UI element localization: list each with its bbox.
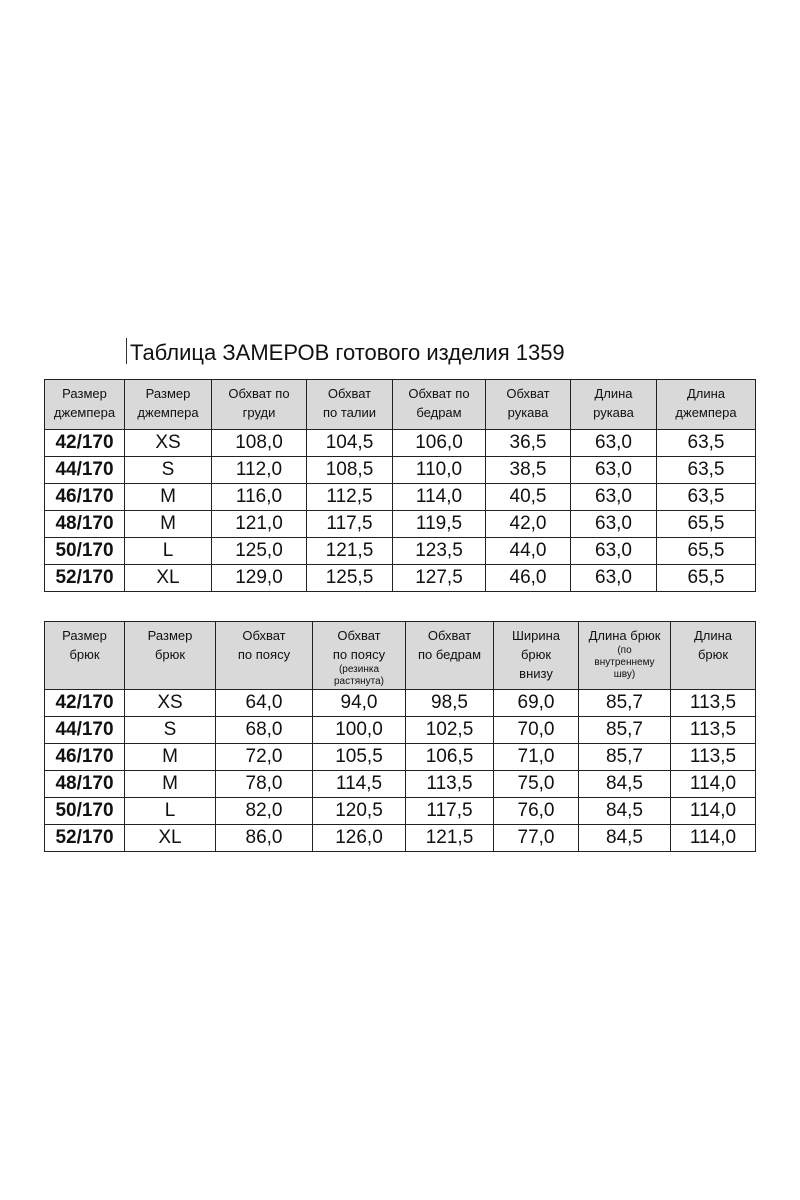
pants-measurements-table: [44, 621, 756, 852]
table-cell: 65,5: [657, 511, 756, 538]
column-header: [494, 622, 579, 690]
table-row: [45, 484, 756, 511]
table-cell: 108,5: [307, 457, 393, 484]
column-header-line: брюк: [520, 647, 552, 662]
table-cell: 108,0: [212, 430, 307, 457]
table-cell: 86,0: [216, 825, 313, 852]
table-cell: 50/170: [45, 538, 125, 565]
table-row: [45, 744, 756, 771]
table-cell: 129,0: [212, 565, 307, 592]
table-cell: 44,0: [486, 538, 571, 565]
column-header: [406, 622, 494, 690]
table-cell: 114,0: [671, 771, 756, 798]
column-header-line: бедрам: [416, 405, 462, 420]
table-cell: 113,5: [671, 690, 756, 717]
table-cell: 68,0: [216, 717, 313, 744]
column-header-line: Обхват: [337, 628, 381, 643]
table-cell: 119,5: [393, 511, 486, 538]
page-title: [126, 338, 565, 366]
table-row: [45, 771, 756, 798]
table-cell: 94,0: [313, 690, 406, 717]
table-cell: XL: [125, 825, 216, 852]
column-header-line: Обхват: [242, 628, 286, 643]
table-row: [45, 430, 756, 457]
table-cell: 52/170: [45, 825, 125, 852]
column-header: [125, 380, 212, 430]
column-header-line: Обхват по: [228, 386, 290, 401]
column-header: [571, 380, 657, 430]
column-header-line: брюк: [697, 647, 729, 662]
column-header: [45, 622, 125, 690]
table-cell: 113,5: [406, 771, 494, 798]
table-cell: 114,0: [393, 484, 486, 511]
table-row: [45, 457, 756, 484]
column-header-note: растянута): [334, 676, 384, 687]
column-header-line: брюк: [154, 647, 186, 662]
table-cell: 78,0: [216, 771, 313, 798]
column-header: [313, 622, 406, 690]
table-cell: 127,5: [393, 565, 486, 592]
column-header: [212, 380, 307, 430]
table-cell: 42/170: [45, 690, 125, 717]
table-cell: 63,0: [571, 484, 657, 511]
column-header-line: Размер: [147, 628, 193, 643]
table-cell: 63,0: [571, 538, 657, 565]
table-cell: 36,5: [486, 430, 571, 457]
table-cell: 98,5: [406, 690, 494, 717]
table-cell: 113,5: [671, 744, 756, 771]
table-row: [45, 690, 756, 717]
table-cell: 50/170: [45, 798, 125, 825]
table-cell: L: [125, 798, 216, 825]
column-header-line: по талии: [322, 405, 377, 420]
table-cell: 63,5: [657, 484, 756, 511]
table-cell: 113,5: [671, 717, 756, 744]
table-cell: 85,7: [579, 690, 671, 717]
table-cell: XS: [125, 430, 212, 457]
column-header-line: внизу: [519, 666, 553, 681]
column-header-line: Обхват: [506, 386, 550, 401]
table-cell: 42,0: [486, 511, 571, 538]
table-cell: 120,5: [313, 798, 406, 825]
table-cell: 46/170: [45, 744, 125, 771]
column-header-note: (резинка: [338, 664, 380, 675]
table-row: [45, 798, 756, 825]
table-cell: 75,0: [494, 771, 579, 798]
table-header-row: [45, 622, 756, 690]
table-cell: 76,0: [494, 798, 579, 825]
table-cell: 72,0: [216, 744, 313, 771]
table-cell: 114,5: [313, 771, 406, 798]
table-row: [45, 565, 756, 592]
table-cell: 69,0: [494, 690, 579, 717]
table-cell: 125,5: [307, 565, 393, 592]
column-header-line: Размер: [62, 628, 107, 643]
table-cell: 85,7: [579, 744, 671, 771]
table-cell: 121,5: [307, 538, 393, 565]
table-cell: 63,0: [571, 457, 657, 484]
table-row: [45, 717, 756, 744]
table-row: [45, 538, 756, 565]
table-cell: 70,0: [494, 717, 579, 744]
column-header-line: джемпера: [53, 405, 116, 420]
column-header: [671, 622, 756, 690]
table-cell: M: [125, 771, 216, 798]
table-cell: 65,5: [657, 538, 756, 565]
table-cell: XS: [125, 690, 216, 717]
column-header-line: Обхват: [427, 628, 472, 643]
table-cell: 48/170: [45, 511, 125, 538]
column-header-line: рукава: [593, 405, 634, 420]
column-header-line: джемпера: [137, 405, 199, 420]
table-cell: 63,5: [657, 457, 756, 484]
column-header-note: (по: [617, 645, 632, 656]
table-cell: 105,5: [313, 744, 406, 771]
table-cell: 40,5: [486, 484, 571, 511]
table-cell: 42/170: [45, 430, 125, 457]
column-header-line: Длина: [686, 386, 726, 401]
table-cell: 84,5: [579, 798, 671, 825]
column-header: [216, 622, 313, 690]
column-header-line: Размер: [62, 386, 107, 401]
column-header: [657, 380, 756, 430]
table-cell: 38,5: [486, 457, 571, 484]
column-header-line: по поясу: [237, 647, 291, 662]
table-cell: 85,7: [579, 717, 671, 744]
column-header: [125, 622, 216, 690]
table-cell: 64,0: [216, 690, 313, 717]
table-cell: M: [125, 511, 212, 538]
table-cell: 125,0: [212, 538, 307, 565]
table-cell: 52/170: [45, 565, 125, 592]
column-header-note: шву): [613, 669, 636, 680]
table-cell: 84,5: [579, 771, 671, 798]
column-header-line: Обхват: [327, 386, 372, 401]
table-cell: 117,5: [406, 798, 494, 825]
table-cell: M: [125, 484, 212, 511]
table-cell: 63,0: [571, 511, 657, 538]
table-cell: 63,5: [657, 430, 756, 457]
table-cell: 63,0: [571, 565, 657, 592]
table-cell: L: [125, 538, 212, 565]
table-header-row: [45, 380, 756, 430]
column-header-line: Длина: [693, 628, 733, 643]
page-title-text: Таблица ЗАМЕРОВ готового изделия 1359: [130, 340, 565, 365]
table-cell: 102,5: [406, 717, 494, 744]
table-cell: 117,5: [307, 511, 393, 538]
table-cell: 71,0: [494, 744, 579, 771]
table-cell: 44/170: [45, 717, 125, 744]
table-cell: 106,0: [393, 430, 486, 457]
table-body: [45, 430, 756, 592]
table-cell: 63,0: [571, 430, 657, 457]
column-header: [579, 622, 671, 690]
column-header-line: брюк: [69, 647, 100, 662]
column-header-line: Обхват по: [408, 386, 470, 401]
table-cell: 44/170: [45, 457, 125, 484]
table-cell: 84,5: [579, 825, 671, 852]
table-cell: 77,0: [494, 825, 579, 852]
table-cell: 46,0: [486, 565, 571, 592]
column-header-line: по поясу: [332, 647, 386, 662]
table-cell: 123,5: [393, 538, 486, 565]
table-body: [45, 690, 756, 852]
table-cell: 65,5: [657, 565, 756, 592]
column-header-line: джемпера: [675, 405, 737, 420]
table-cell: M: [125, 744, 216, 771]
table-cell: 121,0: [212, 511, 307, 538]
column-header: [307, 380, 393, 430]
jumper-measurements-table: [44, 379, 756, 592]
column-header: [486, 380, 571, 430]
column-header-line: Длина: [594, 386, 633, 401]
table-cell: S: [125, 717, 216, 744]
column-header: [45, 380, 125, 430]
column-header: [393, 380, 486, 430]
table-cell: 110,0: [393, 457, 486, 484]
table-row: [45, 511, 756, 538]
table-cell: 100,0: [313, 717, 406, 744]
table-cell: 48/170: [45, 771, 125, 798]
text-cursor: [126, 338, 127, 364]
table-cell: 106,5: [406, 744, 494, 771]
column-header-line: Размер: [145, 386, 191, 401]
table-cell: 104,5: [307, 430, 393, 457]
table-cell: XL: [125, 565, 212, 592]
table-cell: 116,0: [212, 484, 307, 511]
table-cell: 114,0: [671, 798, 756, 825]
table-cell: S: [125, 457, 212, 484]
table-cell: 46/170: [45, 484, 125, 511]
table-cell: 82,0: [216, 798, 313, 825]
column-header-line: Ширина: [511, 628, 561, 643]
column-header-note: внутреннему: [594, 657, 655, 668]
column-header-line: Длина брюк: [588, 628, 661, 643]
column-header-line: груди: [242, 405, 276, 420]
table-cell: 121,5: [406, 825, 494, 852]
column-header-line: по бедрам: [417, 647, 482, 662]
table-row: [45, 825, 756, 852]
table-cell: 112,5: [307, 484, 393, 511]
table-cell: 126,0: [313, 825, 406, 852]
table-cell: 114,0: [671, 825, 756, 852]
column-header-line: рукава: [507, 405, 549, 420]
table-cell: 112,0: [212, 457, 307, 484]
